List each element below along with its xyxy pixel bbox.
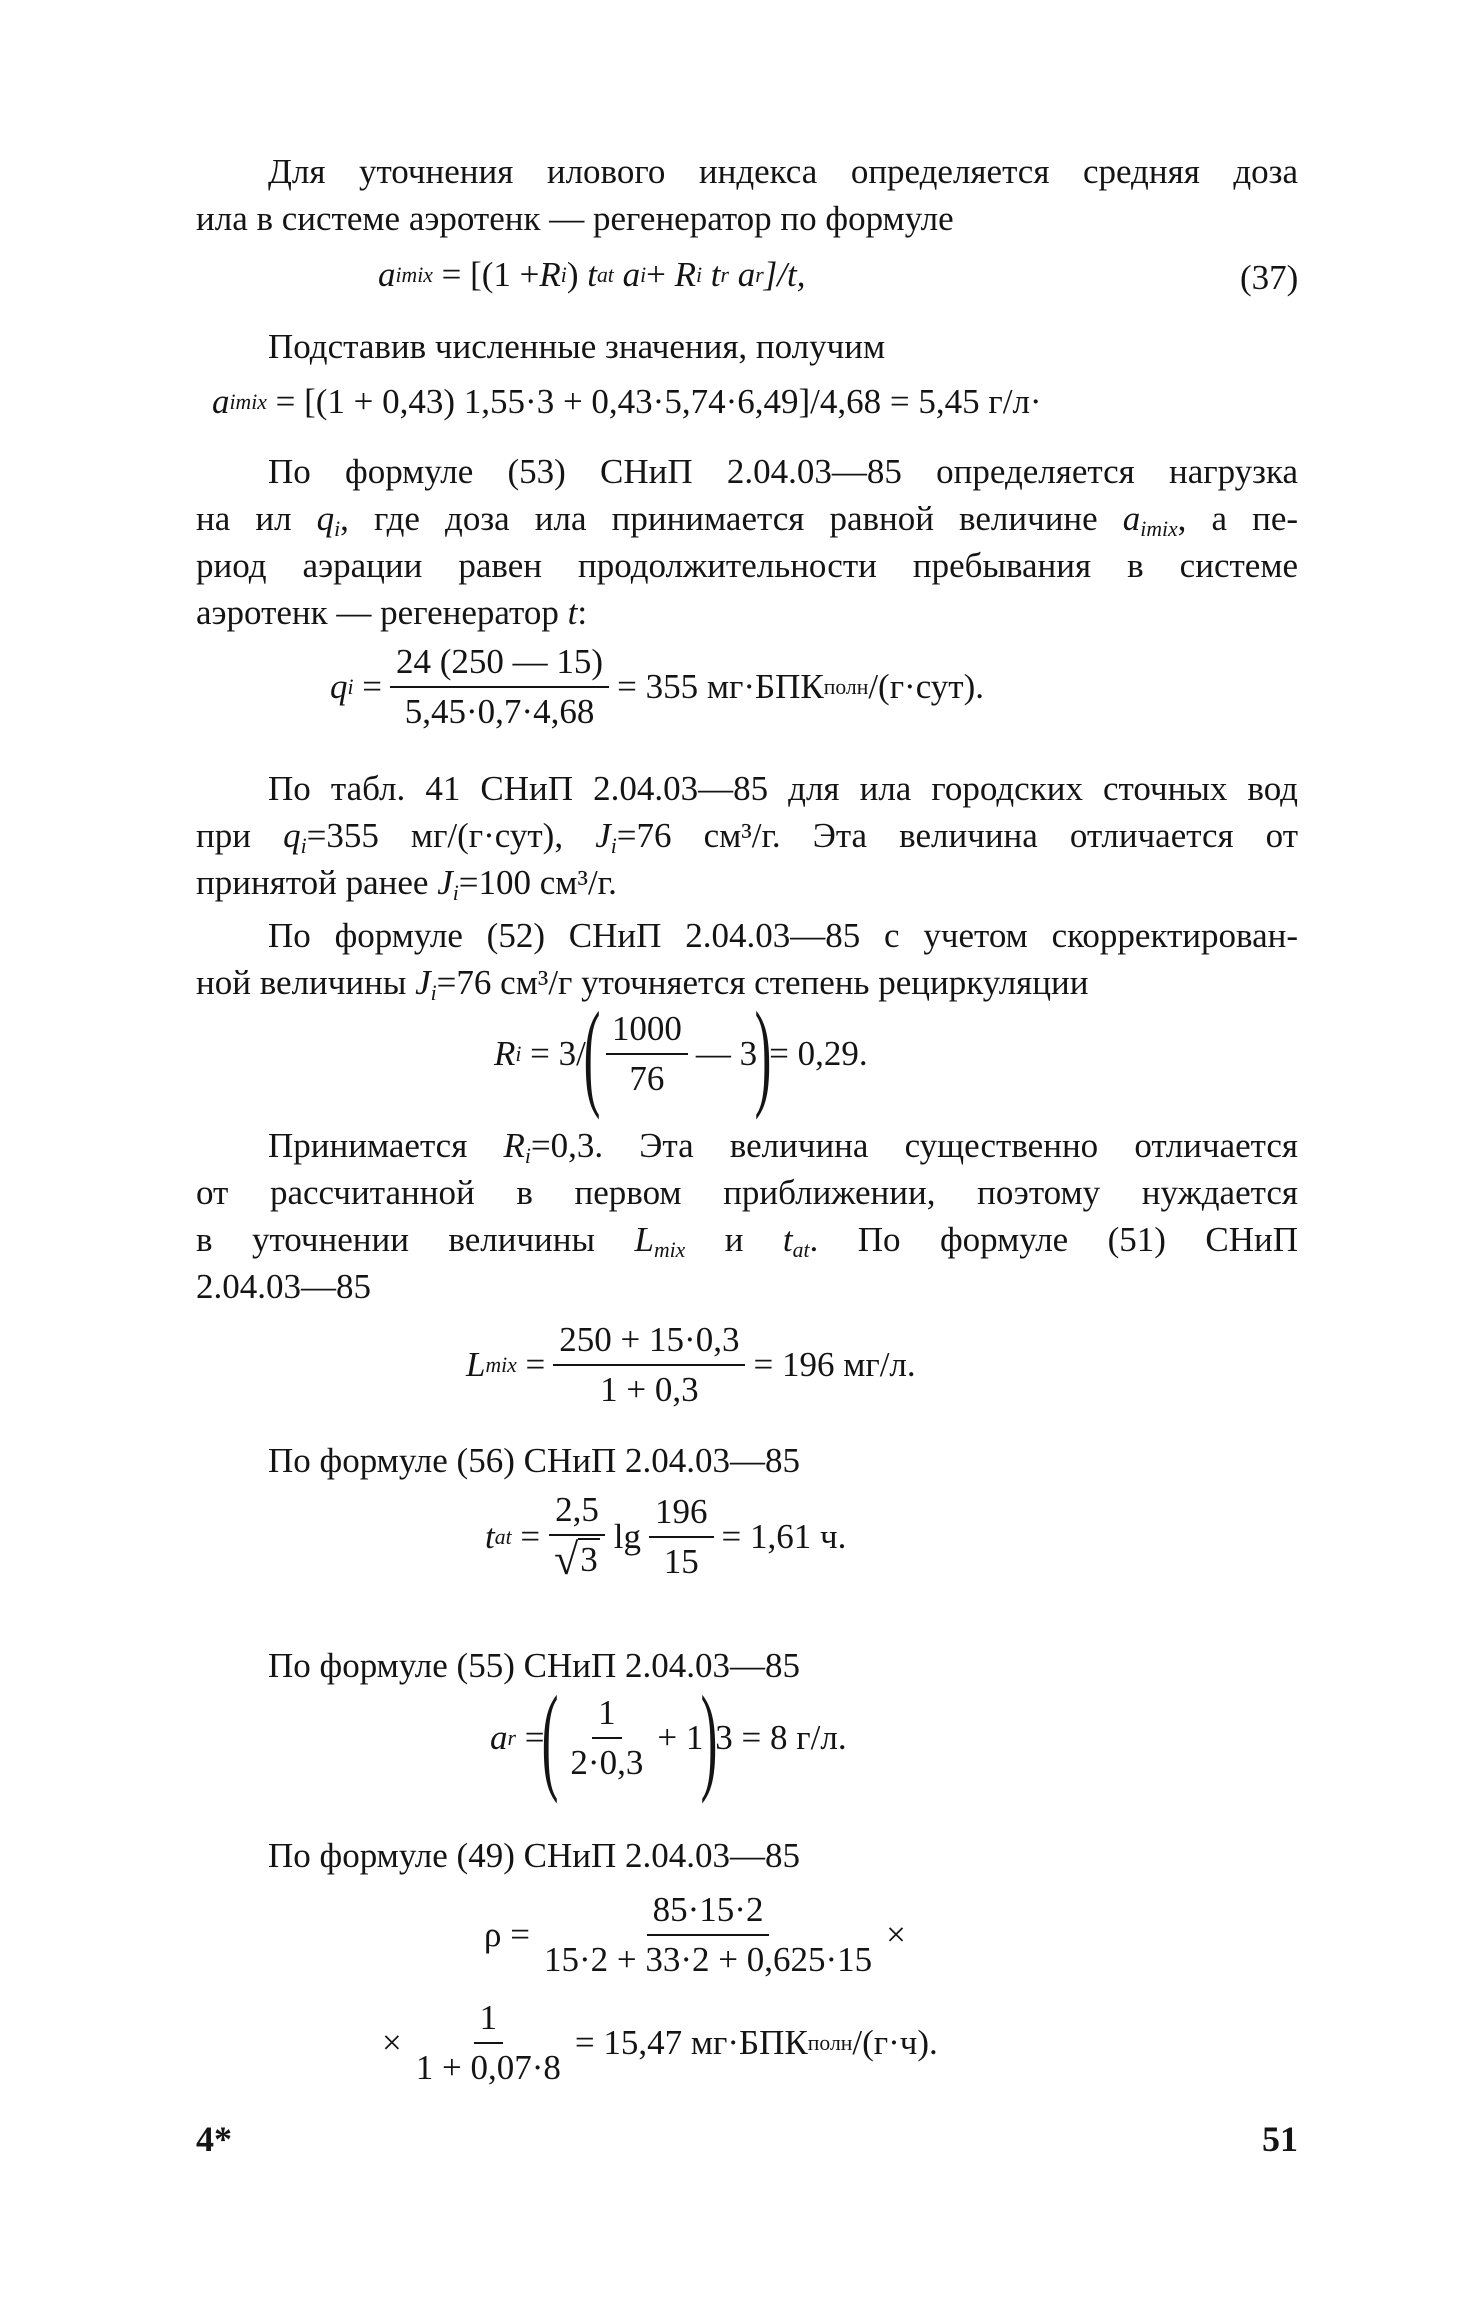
paragraph-line: в уточнении величины $L_{mix}$ и $t_{at}$. По формуле (51) СНиП xyxy=(196,1220,1299,1263)
paragraph-line: По табл. 41 СНиП 2.04.03—85 для ила городских сточных вод xyxy=(268,769,1298,808)
formula-ar: a r = ( $\frac{1}{2\cdot 0,3}$ + 1 ) 3 = 8 г/л. xyxy=(490,1671,847,1804)
paragraph-line: принятой ранее $J_i=100$ см³/г. xyxy=(196,863,617,906)
formula-rho-continuation: × $\frac{1}{1 + 0,07\cdot 8}$ = 15,47 мг·БПК полн /(г·ч). xyxy=(382,1996,938,2090)
equation-number: (37) xyxy=(1240,258,1299,297)
paragraph-line: Подставив численные значения, получим xyxy=(268,327,886,366)
paragraph-line: Принимается $R_i=0,3$. Эта величина существенно отличается xyxy=(268,1126,1299,1169)
fraction: $\frac{196}{15}$ xyxy=(649,1490,714,1584)
formula-37: a imix = [(1 + R i ) t at a i + R i t r a r ]/t, xyxy=(378,255,806,294)
signature-mark: 4* xyxy=(196,2119,232,2159)
page-number: 51 xyxy=(1262,2119,1298,2159)
paragraph-line: от рассчитанной в первом приближении, поэтому нуждается xyxy=(196,1173,1298,1212)
paragraph-line: риод аэрации равен продолжительности пребывания в системе xyxy=(196,546,1298,585)
paragraph-line: По формуле (55) СНиП 2.04.03—85 xyxy=(268,1646,800,1685)
fraction: $\frac{85\cdot 15\cdot 2}{15\cdot 2 + 33\cdot 2 + 0,625\cdot 15}$ xyxy=(543,1890,873,1979)
formula-lmix: L mix = $\frac{250 + 15\cdot 0,3}{1 + 0,3}$ = 196 мг/л. xyxy=(466,1318,916,1412)
formula-substitution: a imix = [(1 + 0,43) 1,55·3 + 0,43·5,74·6,49]/4,68 = 5,45 г/л· xyxy=(212,382,1042,421)
fraction: $\frac{1000}{76}$ xyxy=(606,1007,688,1101)
fraction: $\frac{1}{1 + 0,07\cdot 8}$ xyxy=(415,1998,561,2087)
paragraph-line: аэротенк — регенератор t: xyxy=(196,593,588,632)
paragraph-line: По формуле (53) СНиП 2.04.03—85 определяется нагрузка xyxy=(268,452,1298,491)
paragraph-line: По формуле (56) СНиП 2.04.03—85 xyxy=(268,1441,800,1480)
paragraph-line: ной величины $J_i=76$ см³/г уточняется степень рециркуляции xyxy=(196,963,1089,1006)
paragraph-line: По формуле (49) СНиП 2.04.03—85 xyxy=(268,1836,800,1875)
paragraph-line: Для уточнения илового индекса определяется средняя доза xyxy=(268,152,1298,191)
fraction: 2,5 √ 3 xyxy=(548,1488,606,1585)
formula-ri: R i = 3/ ( $\frac{1000}{76}$ — 3 ) = 0,29. xyxy=(494,987,868,1120)
fraction: $\frac{1}{2\cdot 0,3}$ xyxy=(570,1693,644,1782)
paragraph-line: на ил $q_i$, где доза ила принимается равной величине $a_{imix}$, а пе- xyxy=(196,499,1299,542)
paragraph-line: 2.04.03—85 xyxy=(196,1267,371,1306)
formula-rho: ρ = $\frac{85\cdot 15\cdot 2}{15\cdot 2 + 33\cdot 2 + 0,625\cdot 15}$ × xyxy=(484,1888,906,1982)
fraction: $\frac{250 + 15\cdot 0,3}{1 + 0,3}$ xyxy=(553,1318,745,1412)
paragraph-line: при $q_i=355$ мг/(г·сут), $J_i=76$ см³/г. Эта величина отличается от xyxy=(196,816,1299,859)
fraction: $\frac{24 (250 — 15)}{5,45\cdot 0,7\cdot 4,68}$ xyxy=(390,640,609,734)
paragraph-line: ила в системе аэротенк — регенератор по формуле xyxy=(196,199,954,238)
formula-tat: t at = 2,5 √ 3 lg $\frac{196}{15}$ = 1,61 ч. xyxy=(485,1490,847,1584)
paragraph-line: По формуле (52) СНиП 2.04.03—85 с учетом скорректирован- xyxy=(268,916,1298,955)
square-root: √ 3 xyxy=(554,1535,598,1584)
formula-qi: q i = $\frac{24 (250 — 15)}{5,45\cdot 0,7\cdot 4,68}$ = 355 мг·БПК полн /(г·сут). xyxy=(330,640,984,734)
